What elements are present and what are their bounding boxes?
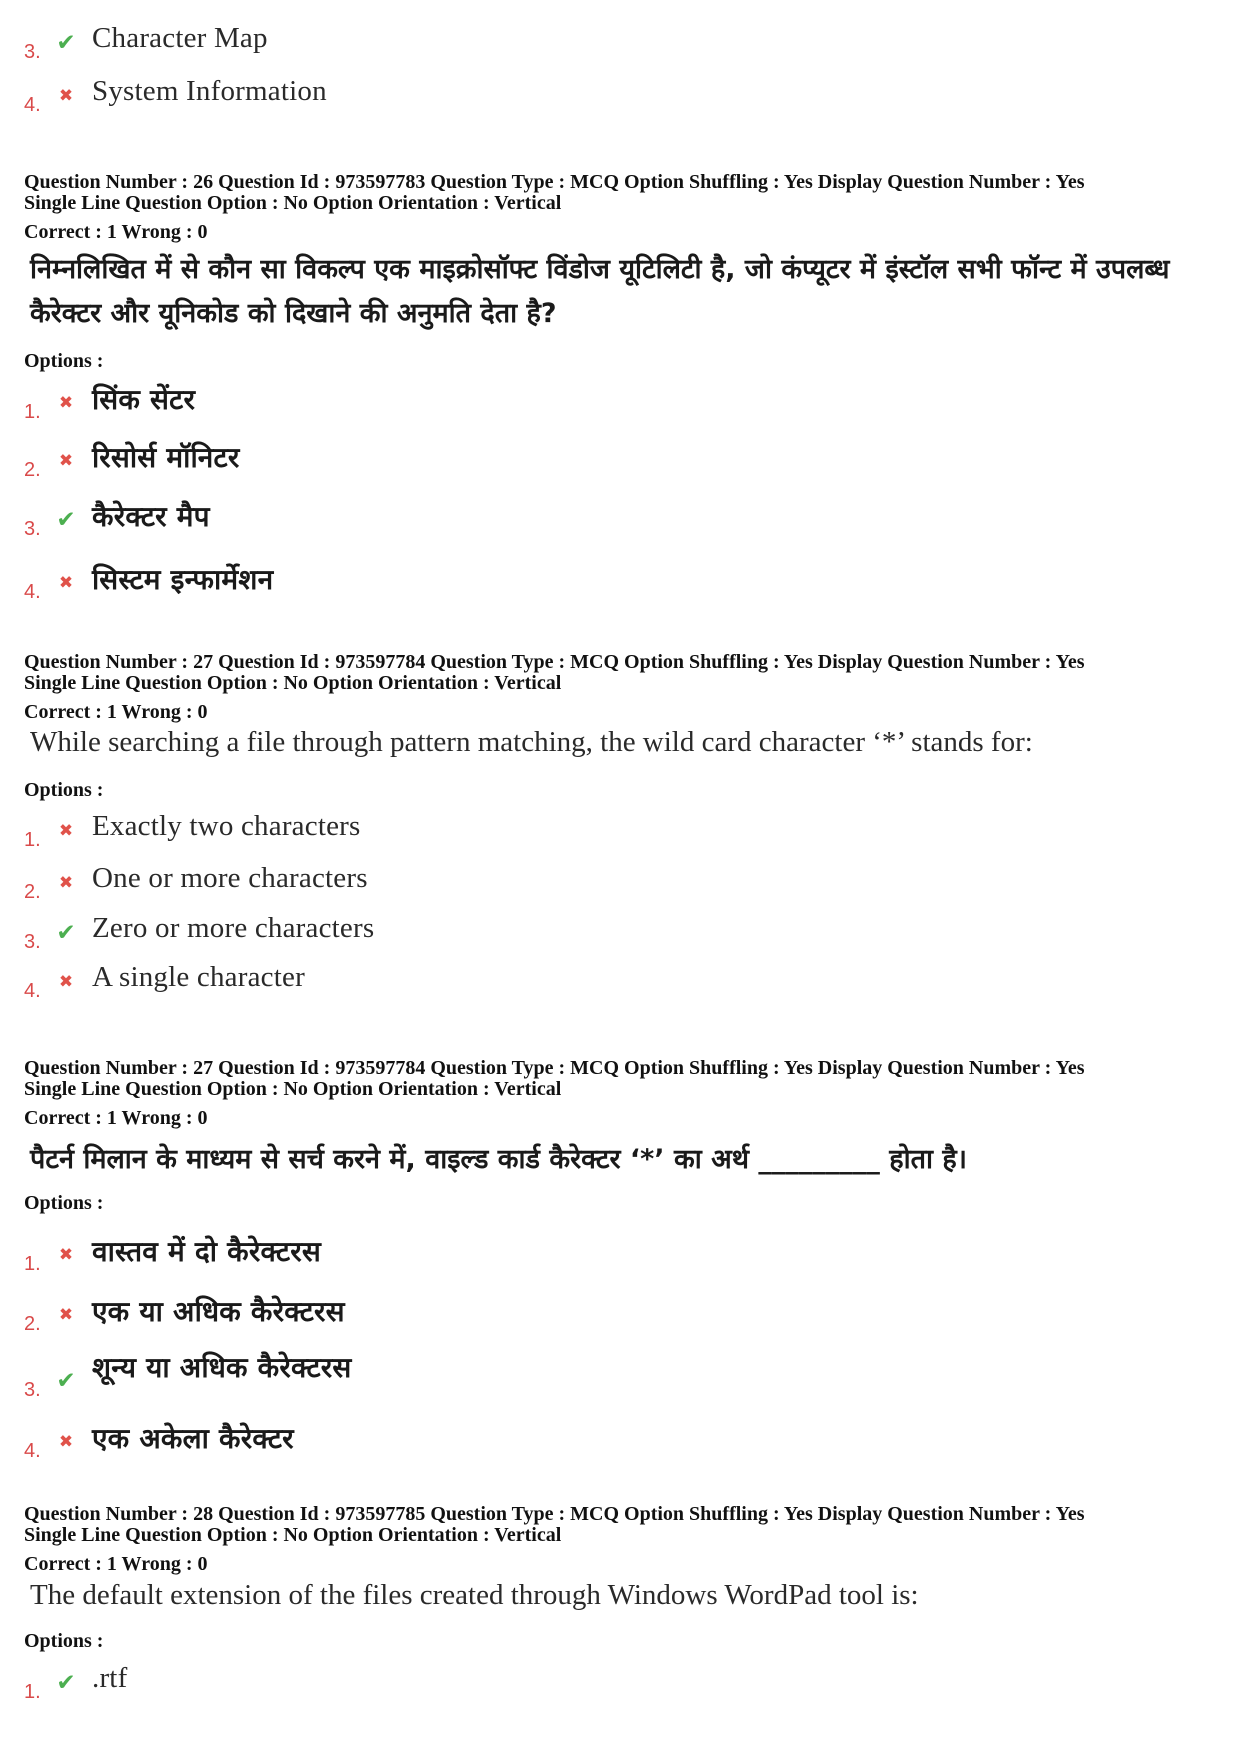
option-text: Zero or more characters — [92, 912, 375, 944]
option-text: System Information — [92, 75, 327, 107]
question-marks: Correct : 1 Wrong : 0 — [24, 1107, 208, 1129]
question-text: पैटर्न मिलान के माध्यम से सर्च करने में, वाइल्ड कार्ड कैरेक्टर ‘*’ का अर्थ _________ होता है। — [30, 1144, 967, 1175]
options-label: Options : — [24, 779, 104, 801]
option-number: 1. — [24, 1253, 41, 1275]
option-row — [24, 1292, 1024, 1340]
option-text: शून्य या अधिक कैरेक्टरस — [92, 1351, 352, 1384]
question-meta: Question Number : 26 Question Id : 973597783 Question Type : MCQ Option Shuffling : Yes Display Question Number : Yes — [24, 171, 1085, 193]
option-text: A single character — [92, 961, 305, 993]
option-row — [24, 860, 1024, 908]
option-text: कैरेक्टर मैप — [92, 500, 210, 533]
option-text: One or more characters — [92, 862, 368, 894]
option-text: एक अकेला कैरेक्टर — [92, 1422, 294, 1455]
option-row — [24, 20, 1024, 68]
option-row — [24, 1419, 1024, 1467]
cross-icon: ✖ — [58, 821, 74, 841]
option-text: रिसोर्स मॉनिटर — [92, 441, 240, 474]
option-number: 4. — [24, 94, 41, 116]
question-meta: Single Line Question Option : No Option Orientation : Vertical — [24, 1078, 562, 1100]
question-marks: Correct : 1 Wrong : 0 — [24, 701, 208, 723]
options-label: Options : — [24, 1630, 104, 1652]
option-text: Character Map — [92, 22, 268, 54]
cross-icon: ✖ — [58, 1305, 74, 1325]
option-row — [24, 380, 1024, 428]
option-text: .rtf — [92, 1662, 128, 1694]
check-icon: ✔ — [56, 1368, 76, 1394]
option-row — [24, 438, 1024, 486]
option-row — [24, 1351, 1024, 1406]
option-number: 1. — [24, 829, 41, 851]
question-meta: Question Number : 28 Question Id : 973597785 Question Type : MCQ Option Shuffling : Yes Display Question Number : Yes — [24, 1503, 1085, 1525]
option-text: वास्तव में दो कैरेक्टरस — [92, 1235, 322, 1268]
option-number: 3. — [24, 518, 41, 540]
cross-icon: ✖ — [58, 393, 74, 413]
question-meta: Single Line Question Option : No Option Orientation : Vertical — [24, 672, 562, 694]
option-row — [24, 560, 1024, 608]
option-number: 1. — [24, 1681, 41, 1703]
cross-icon: ✖ — [58, 573, 74, 593]
option-text: एक या अधिक कैरेक्टरस — [92, 1295, 345, 1328]
option-row — [24, 497, 1024, 545]
cross-icon: ✖ — [58, 873, 74, 893]
option-number: 2. — [24, 459, 41, 481]
option-text: सिंक सेंटर — [92, 383, 196, 416]
option-number: 2. — [24, 881, 41, 903]
option-number: 4. — [24, 980, 41, 1002]
question-marks: Correct : 1 Wrong : 0 — [24, 1553, 208, 1575]
question-meta: Question Number : 27 Question Id : 973597784 Question Type : MCQ Option Shuffling : Yes Display Question Number : Yes — [24, 1057, 1085, 1079]
question-meta: Single Line Question Option : No Option Orientation : Vertical — [24, 1524, 562, 1546]
question-meta: Question Number : 27 Question Id : 973597784 Question Type : MCQ Option Shuffling : Yes Display Question Number : Yes — [24, 651, 1085, 673]
question-text: While searching a file through pattern matching, the wild card character ‘*’ stands for: — [30, 726, 1033, 758]
question-text: The default extension of the files created through Windows WordPad tool is: — [30, 1579, 919, 1611]
cross-icon: ✖ — [58, 1245, 74, 1265]
option-row — [24, 1660, 1024, 1708]
option-row — [24, 959, 1024, 1007]
check-icon: ✔ — [56, 1670, 76, 1696]
question-marks: Correct : 1 Wrong : 0 — [24, 221, 208, 243]
options-label: Options : — [24, 350, 104, 372]
cross-icon: ✖ — [58, 451, 74, 471]
check-icon: ✔ — [56, 30, 76, 56]
option-row — [24, 910, 1024, 958]
option-number: 2. — [24, 1313, 41, 1335]
options-label: Options : — [24, 1192, 104, 1214]
option-row — [24, 1232, 1024, 1280]
option-text: सिस्टम इन्फार्मेशन — [92, 563, 274, 596]
cross-icon: ✖ — [58, 86, 74, 106]
question-text: निम्नलिखित में से कौन सा विकल्प एक माइक्रोसॉफ्ट विंडोज यूटिलिटी है, जो कंप्यूटर में इंस्टॉल सभी फॉन्ट में उपलब्ध कैरेक्टर और यूनिकोड को दिखाने की अनुमति देता है? — [30, 254, 1170, 329]
check-icon: ✔ — [56, 920, 76, 946]
option-number: 3. — [24, 931, 41, 953]
check-icon: ✔ — [56, 507, 76, 533]
option-text: Exactly two characters — [92, 810, 361, 842]
cross-icon: ✖ — [58, 1432, 74, 1452]
cross-icon: ✖ — [58, 972, 74, 992]
option-number: 4. — [24, 1440, 41, 1462]
option-row — [24, 808, 1024, 856]
question-meta: Single Line Question Option : No Option Orientation : Vertical — [24, 192, 562, 214]
option-number: 4. — [24, 581, 41, 603]
option-number: 1. — [24, 401, 41, 423]
option-row — [24, 73, 1024, 121]
option-number: 3. — [24, 1379, 41, 1401]
option-number: 3. — [24, 41, 41, 63]
